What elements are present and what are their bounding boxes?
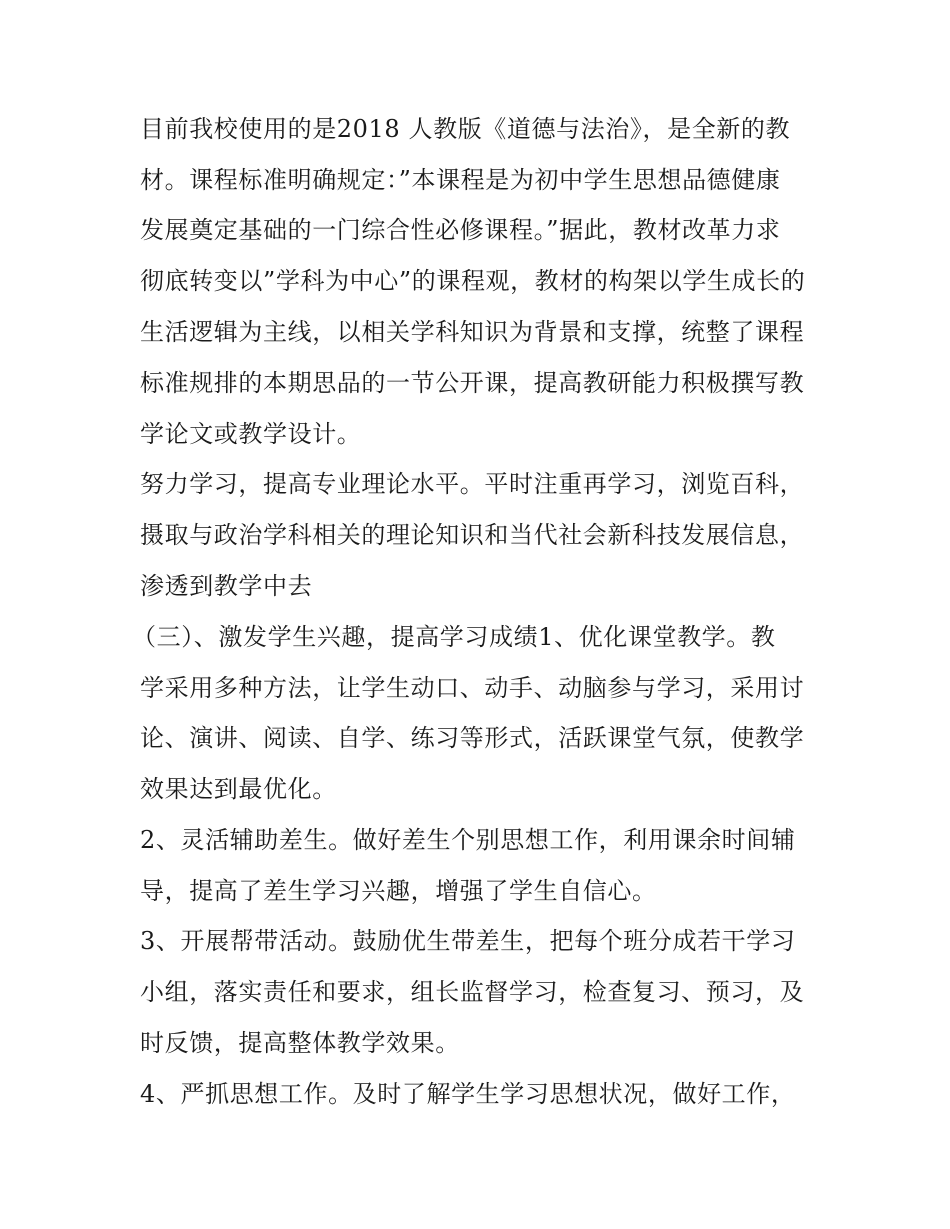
text-line: （三）、激发学生兴趣，提高学习成绩1、优化课堂教学。教 — [132, 623, 776, 651]
text-line: 生活逻辑为主线，以相关学科知识为背景和支撑，统整了课程 — [140, 318, 805, 346]
text-line: 发展奠定基础的一门综合性必修课程。”据此，教材改革力求 — [140, 216, 781, 244]
text-line: 学论文或教学设计。 — [140, 420, 362, 448]
text-line: 学采用多种方法，让学生动口、动手、动脑参与学习，采用讨 — [140, 674, 805, 702]
text-line: 3、开展帮带活动。鼓励优生带差生，把每个班分成若干学习 — [140, 927, 796, 955]
text-line: 材。课程标准明确规定：”本课程是为初中学生思想品德健康 — [140, 166, 781, 194]
text-line: 效果达到最优化。 — [140, 775, 337, 803]
text-line: 4、严抓思想工作。及时了解学生学习思想状况，做好工作， — [140, 1080, 796, 1108]
text-line: 摄取与政治学科相关的理论知识和当代社会新科技发展信息， — [140, 521, 805, 549]
text-line: 目前我校使用的是2018 人教版《道德与法治》，是全新的教 — [140, 115, 791, 143]
text-line: 时反馈，提高整体教学效果。 — [140, 1029, 460, 1057]
text-line: 彻底转变以”学科为中心”的课程观，教材的构架以学生成长的 — [140, 267, 806, 295]
text-line: 渗透到教学中去 — [140, 572, 313, 600]
text-line: 努力学习，提高专业理论水平。平时注重再学习，浏览百科， — [140, 470, 805, 498]
text-line: 标准规排的本期思品的一节公开课，提高教研能力积极撰写教 — [140, 369, 805, 397]
text-line: 导，提高了差生学习兴趣，增强了学生自信心。 — [140, 877, 657, 905]
text-line: 小组，落实责任和要求，组长监督学习，检查复习、预习，及 — [140, 978, 805, 1006]
text-line: 论、演讲、阅读、自学、练习等形式，活跃课堂气氛，使教学 — [140, 724, 805, 752]
text-line: 2、灵活辅助差生。做好差生个别思想工作，利用课余时间辅 — [140, 826, 796, 854]
